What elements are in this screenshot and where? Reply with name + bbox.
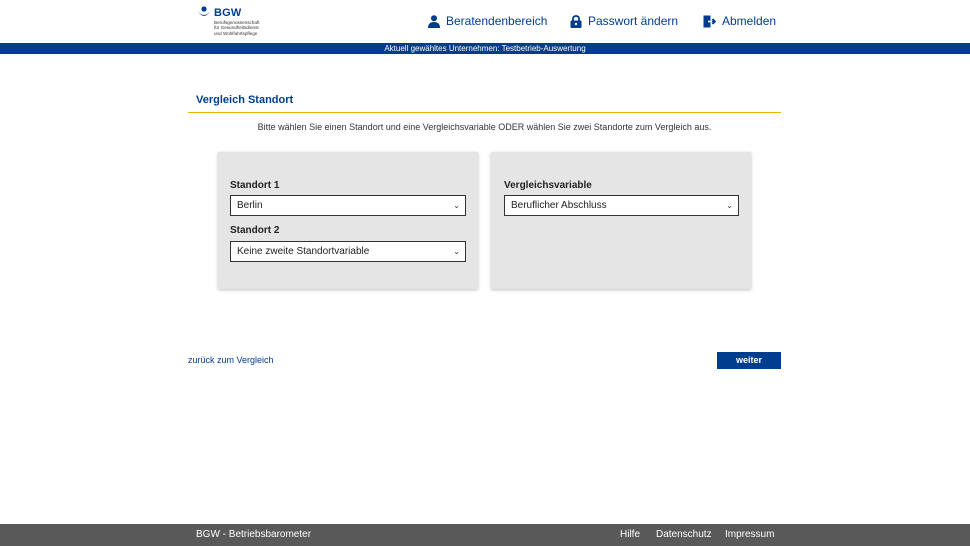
logo-subtitle — [214, 20, 284, 36]
logo-subtitle-line: für Gesundheitsdienst — [214, 25, 259, 31]
logout-icon — [703, 15, 716, 28]
footer-link-datenschutz[interactable]: Datenschutz — [656, 529, 712, 540]
standort2-label: Standort 2 — [230, 225, 280, 236]
nav-beratendenbereich-label: Beratendenbereich — [446, 14, 548, 28]
page-title: Vergleich Standort — [196, 94, 294, 106]
lock-icon — [570, 15, 582, 28]
nav-beratendenbereich[interactable] — [428, 12, 547, 30]
footer-link-hilfe[interactable]: Hilfe — [620, 529, 641, 540]
vergleichsvariable-label: Vergleichsvariable — [504, 180, 592, 191]
footer-link-impressum[interactable]: Impressum — [725, 529, 775, 540]
chevron-down-icon: ⌄ — [453, 247, 460, 256]
standort1-select[interactable] — [230, 195, 466, 216]
logo-title: BGW — [214, 7, 242, 19]
header — [0, 0, 970, 43]
next-button[interactable]: weiter — [717, 352, 781, 369]
title-divider — [188, 112, 781, 113]
company-bar: Aktuell gewähltes Unternehmen: Testbetrieb-Auswertung — [0, 43, 970, 54]
nav-passwort-aendern[interactable] — [570, 12, 678, 30]
instruction-text: Bitte wählen Sie einen Standort und eine Vergleichsvariable ODER wählen Sie zwei Standorte zum Vergleich aus. — [257, 122, 712, 132]
standort1-value: Berlin — [237, 200, 263, 211]
vergleich-panel — [491, 152, 751, 289]
logo-subtitle-line: Berufsgenossenschaft — [214, 20, 260, 25]
nav-passwort-aendern-label: Passwort ändern — [588, 14, 679, 28]
logo-subtitle-line: und Wohlfahrtspflege — [214, 30, 258, 36]
chevron-down-icon: ⌄ — [453, 201, 460, 210]
standort1-label: Standort 1 — [230, 180, 280, 191]
bgw-logo-icon — [196, 6, 212, 20]
bgw-logo[interactable] — [196, 5, 276, 39]
footer — [0, 524, 970, 546]
nav-abmelden-label: Abmelden — [722, 14, 777, 28]
nav-abmelden[interactable] — [703, 12, 776, 30]
vergleichsvariable-select[interactable] — [504, 195, 739, 216]
back-to-comparison-link[interactable]: zurück zum Vergleich — [188, 355, 274, 365]
footer-title: BGW - Betriebsbarometer — [196, 529, 312, 540]
standort-panel — [218, 152, 478, 289]
standort2-value: Keine zweite Standortvariable — [237, 246, 370, 257]
chevron-down-icon: ⌄ — [726, 201, 733, 210]
user-icon — [428, 15, 440, 28]
vergleichsvariable-value: Beruflicher Abschluss — [511, 200, 607, 211]
standort2-select[interactable] — [230, 241, 466, 262]
